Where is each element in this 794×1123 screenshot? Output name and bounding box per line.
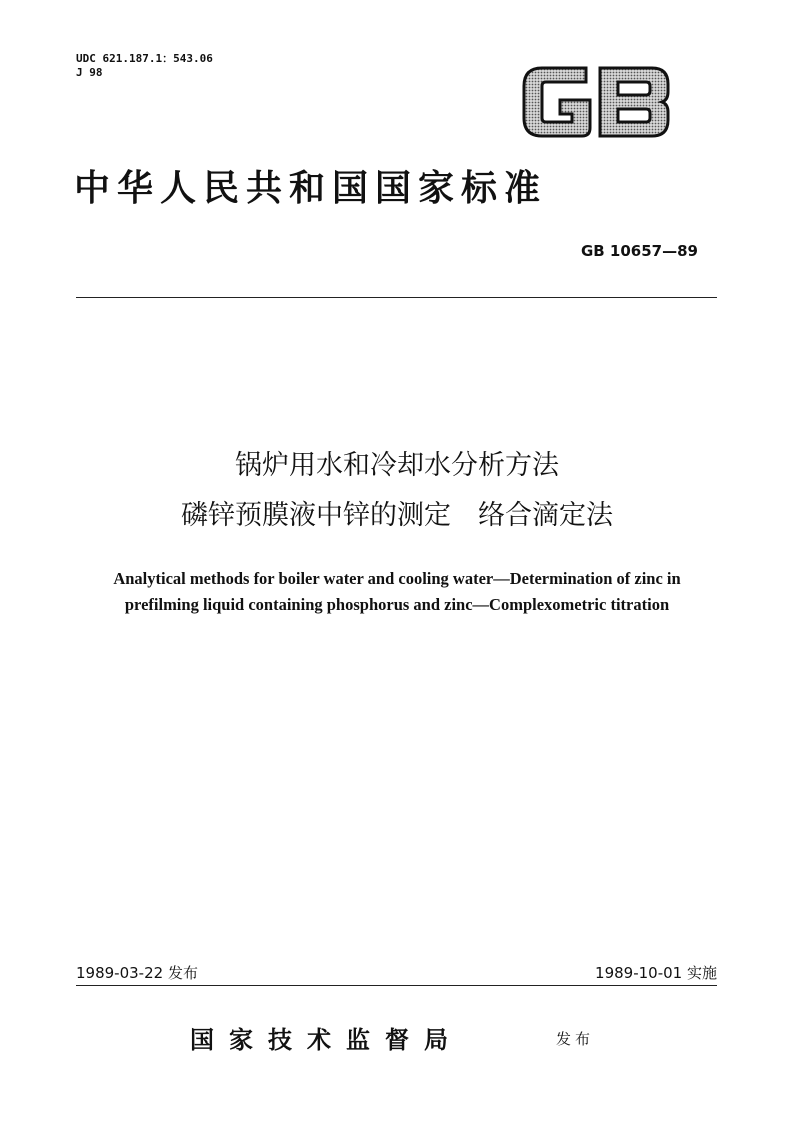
udc-block <box>76 52 213 80</box>
top-divider <box>76 297 717 298</box>
bottom-divider <box>76 985 717 986</box>
category-code: J 98 <box>76 66 103 79</box>
standard-number: GB 10657—89 <box>580 242 698 260</box>
issue-date: 1989-03-22 发布 <box>76 964 198 982</box>
udc-code: UDC 621.187.1：543.06 <box>76 52 213 65</box>
issuing-authority: 国家技术监督局 <box>190 1025 463 1054</box>
english-title-line-2: prefilming liquid containing phosphorus and zinc—Complexometric titration <box>124 595 670 614</box>
english-title-line-1: Analytical methods for boiler water and cooling water—Determination of zinc in <box>113 569 681 588</box>
english-title <box>40 566 754 618</box>
national-standard-heading: 中华人民共和国国家标准 <box>74 167 548 209</box>
gb-logo-icon <box>516 62 676 142</box>
issuing-authority-suffix: 发布 <box>556 1030 595 1048</box>
chinese-title-line-1: 锅炉用水和冷却水分析方法 <box>235 450 559 481</box>
chinese-title-line-2: 磷锌预膜液中锌的测定 络合滴定法 <box>181 500 613 531</box>
effective-date: 1989-10-01 实施 <box>595 964 717 982</box>
